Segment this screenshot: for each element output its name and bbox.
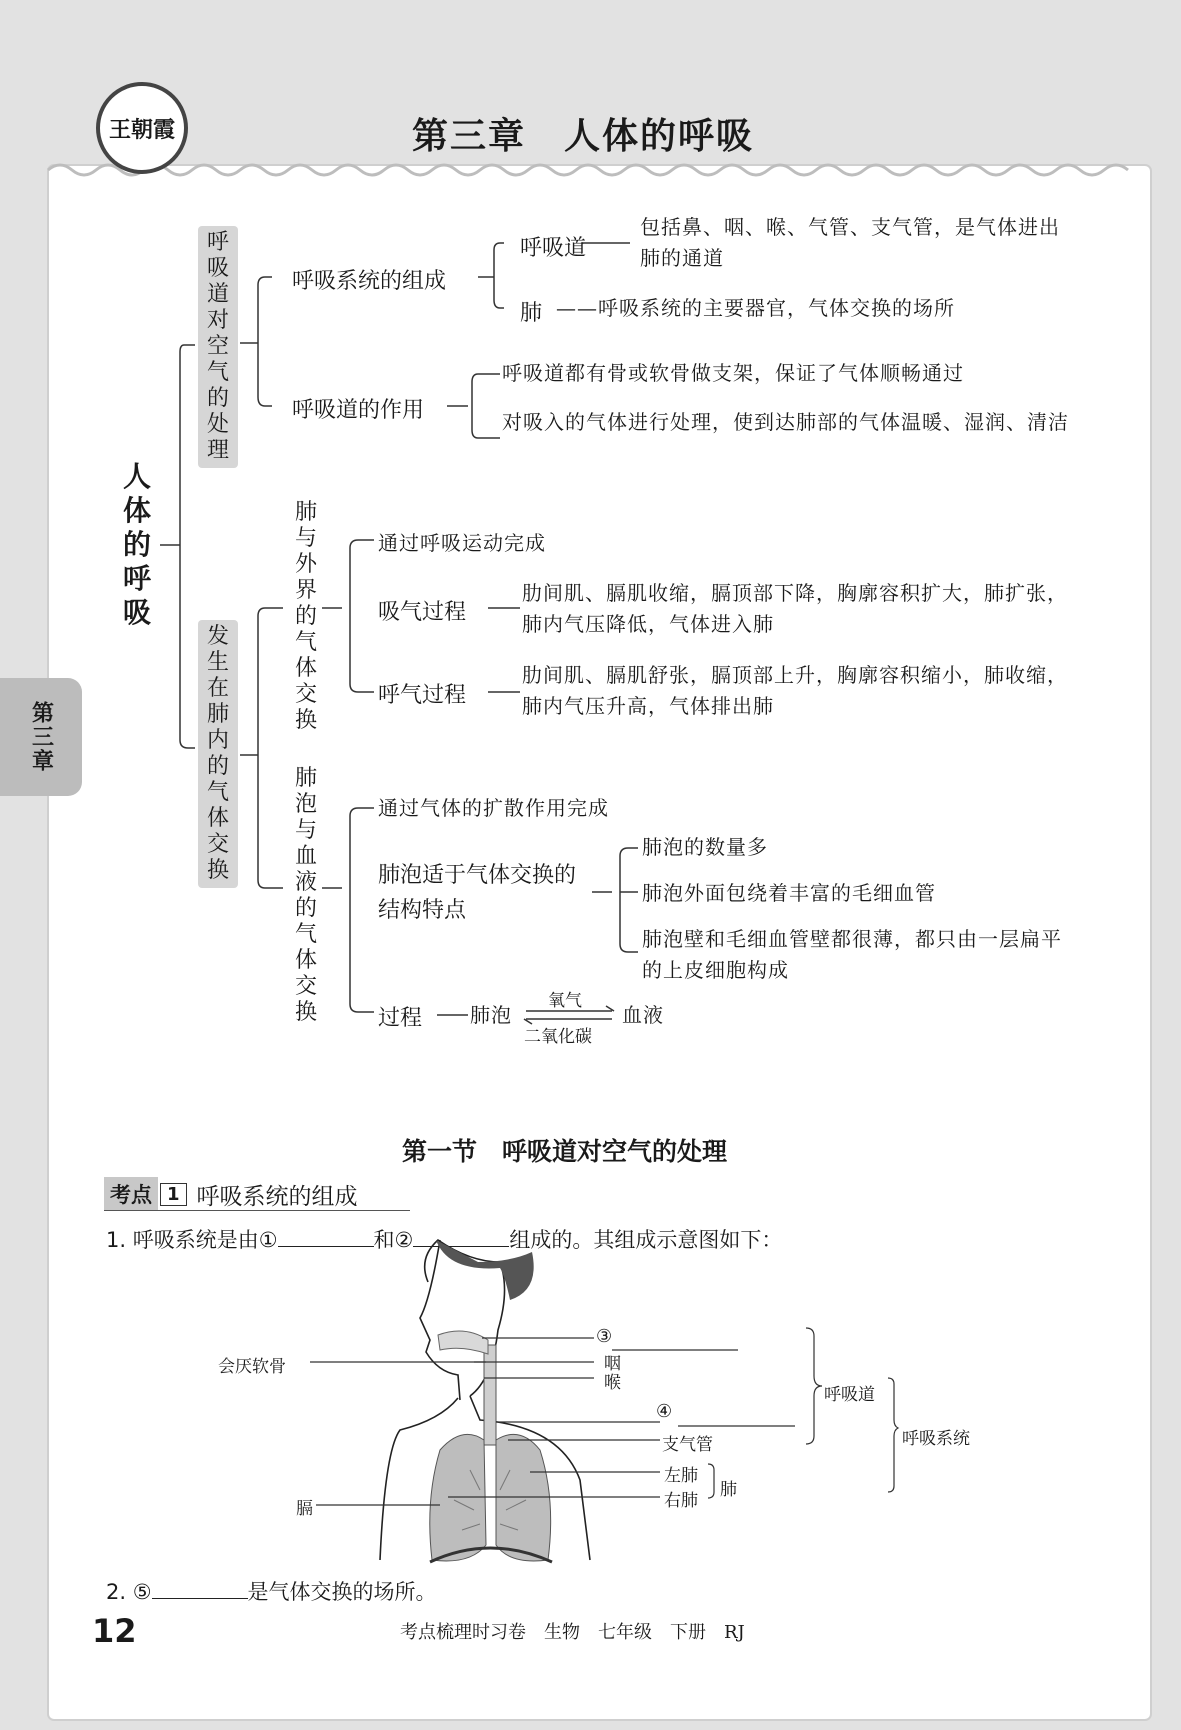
label-left-lung: 左肺 <box>664 1466 698 1486</box>
label-4: ④ <box>656 1401 673 1422</box>
label-lung: 肺 <box>720 1480 737 1500</box>
q1-prefix: 1. 呼吸系统是由① <box>106 1228 278 1252</box>
node-alveoli-blood-exchange: 肺泡与血液的气体交换 <box>294 766 317 1025</box>
q2-prefix: 2. ⑤ <box>106 1580 152 1604</box>
chapter-title: 第三章 人体的呼吸 <box>412 116 755 157</box>
branch-air-processing: 呼吸道对空气的处理 <box>198 226 238 468</box>
desc-feature-3: 肺泡壁和毛细血管壁都很薄，都只由一层扁平的上皮细胞构成 <box>642 927 1062 982</box>
point-tag: 考点 <box>104 1177 158 1211</box>
point-title: 呼吸系统的组成 <box>196 1183 358 1210</box>
node-exhale: 呼气过程 <box>378 683 467 708</box>
side-tab-label: 第三章 <box>28 701 54 773</box>
book-info: 考点梳理时习卷 生物 七年级 下册 RJ <box>400 1622 745 1643</box>
node-tract-function: 呼吸道的作用 <box>292 398 425 423</box>
q2-blank[interactable] <box>152 1580 248 1599</box>
q1-suffix: 组成的。其组成示意图如下： <box>509 1228 783 1252</box>
desc-feature-1: 肺泡的数量多 <box>642 835 768 859</box>
process-oxygen: 氧气 <box>548 991 582 1011</box>
desc-inhale: 肋间肌、膈肌收缩，膈顶部下降，胸廓容积扩大，肺扩张，肺内气压降低，气体进入肺 <box>522 581 1068 636</box>
label-epiglottis: 会厌软骨 <box>218 1357 286 1377</box>
desc-tract-function-1: 呼吸道都有骨或软骨做支架，保证了气体顺畅通过 <box>502 361 964 385</box>
process-blood: 血液 <box>622 1003 664 1027</box>
node-alveoli-features: 肺泡适于气体交换的结构特点 <box>378 863 577 923</box>
desc-exhale: 肋间肌、膈肌舒张，膈顶部上升，胸廓容积缩小，肺收缩，肺内气压升高，气体排出肺 <box>522 663 1068 718</box>
point-number: 1 <box>160 1183 187 1206</box>
label-diaphragm: 膈 <box>296 1499 313 1519</box>
desc-lung: ——呼吸系统的主要器官，气体交换的场所 <box>556 296 955 320</box>
process-co2: 二氧化碳 <box>524 1027 592 1047</box>
node-process: 过程 <box>378 1006 423 1031</box>
label-pharynx: 咽 <box>604 1354 621 1374</box>
label-right-lung: 右肺 <box>664 1491 698 1511</box>
node-respiratory-tract: 呼吸道 <box>520 236 587 261</box>
page-number: 12 <box>92 1612 137 1650</box>
node-inhale: 吸气过程 <box>378 600 467 625</box>
node-respiratory-system: 呼吸系统的组成 <box>292 269 447 294</box>
branch-gas-exchange: 发生在肺内的气体交换 <box>198 620 238 888</box>
desc-respiratory-tract: 包括鼻、咽、喉、气管、支气管，是气体进出肺的通道 <box>640 215 1060 270</box>
label-bronchus: 支气管 <box>662 1435 713 1455</box>
label-3: ③ <box>596 1326 613 1347</box>
label-respiratory-system: 呼吸系统 <box>902 1429 970 1449</box>
node-lung: 肺 <box>520 301 543 326</box>
label-larynx: 喉 <box>604 1373 621 1393</box>
desc-breathing-movement: 通过呼吸运动完成 <box>378 531 546 555</box>
q1-mid: 和② <box>373 1228 414 1252</box>
q2-suffix: 是气体交换的场所。 <box>247 1580 437 1604</box>
desc-tract-function-2: 对吸入的气体进行处理，使到达肺部的气体温暖、湿润、清洁 <box>502 410 1069 434</box>
label-respiratory-tract: 呼吸道 <box>824 1385 875 1405</box>
mindmap-root: 人体的呼吸 <box>122 460 151 629</box>
logo-text: 王朝霞 <box>108 116 175 143</box>
process-alveoli: 肺泡 <box>470 1003 512 1027</box>
desc-feature-2: 肺泡外面包绕着丰富的毛细血管 <box>642 881 936 905</box>
desc-diffusion: 通过气体的扩散作用完成 <box>378 796 609 820</box>
section-title: 第一节 呼吸道对空气的处理 <box>402 1137 728 1166</box>
node-lung-external-exchange: 肺与外界的气体交换 <box>294 500 317 733</box>
question-2 <box>106 1576 437 1606</box>
